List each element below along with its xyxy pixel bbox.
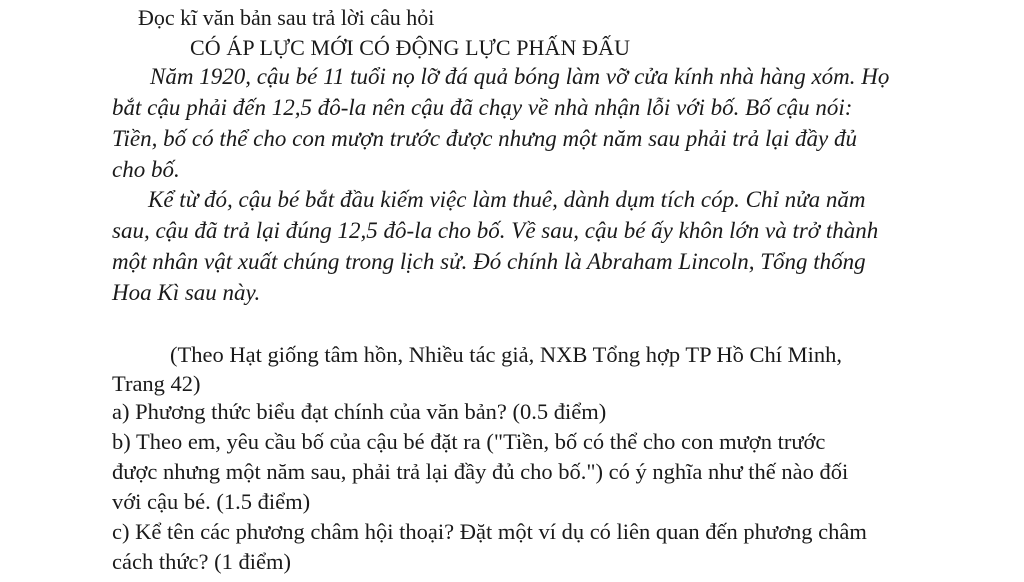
question-a: a) Phương thức biểu đạt chính của văn bản? (0.5 điểm): [112, 399, 607, 424]
source-line-2: Trang 42): [112, 371, 201, 396]
question-b-line-1: b) Theo em, yêu cầu bố của cậu bé đặt ra ("Tiền, bố có thể cho con mượn trước: [112, 429, 826, 454]
question-b-line-3: với cậu bé. (1.5 điểm): [112, 489, 311, 514]
story-line-7: một nhân vật xuất chúng trong lịch sử. Đó chính là Abraham Lincoln, Tổng thống: [112, 249, 866, 274]
source-line-1: (Theo Hạt giống tâm hồn, Nhiều tác giả, NXB Tổng hợp TP Hồ Chí Minh,: [170, 342, 843, 367]
story-line-5: Kể từ đó, cậu bé bắt đầu kiếm việc làm thuê, dành dụm tích cóp. Chỉ nửa năm: [148, 187, 866, 212]
story-line-3: Tiền, bố có thể cho con mượn trước được nhưng một năm sau phải trả lại đầy đủ: [112, 126, 857, 151]
story-line-8: Hoa Kì sau này.: [112, 280, 261, 305]
question-c-line-1: c) Kể tên các phương châm hội thoại? Đặt một ví dụ có liên quan đến phương châm: [112, 519, 867, 544]
story-line-4: cho bố.: [112, 157, 180, 182]
question-b-line-2: được nhưng một năm sau, phải trả lại đầy đủ cho bố.") có ý nghĩa như thế nào đối: [112, 459, 849, 484]
question-c-line-2: cách thức? (1 điểm): [112, 549, 291, 574]
story-line-2: bắt cậu phải đến 12,5 đô-la nên cậu đã chạy về nhà nhận lỗi với bố. Bố cậu nói:: [112, 95, 853, 120]
story-line-6: sau, cậu đã trả lại đúng 12,5 đô-la cho bố. Về sau, cậu bé ấy khôn lớn và trở thành: [112, 218, 879, 243]
cropped-next-line-fragment: [230, 574, 450, 582]
passage-title: CÓ ÁP LỰC MỚI CÓ ĐỘNG LỰC PHẤN ĐẤU: [190, 35, 631, 60]
instruction-text: Đọc kĩ văn bản sau trả lời câu hỏi: [138, 5, 435, 30]
story-line-1: Năm 1920, cậu bé 11 tuổi nọ lỡ đá quả bóng làm vỡ cửa kính nhà hàng xóm. Họ: [150, 64, 890, 89]
